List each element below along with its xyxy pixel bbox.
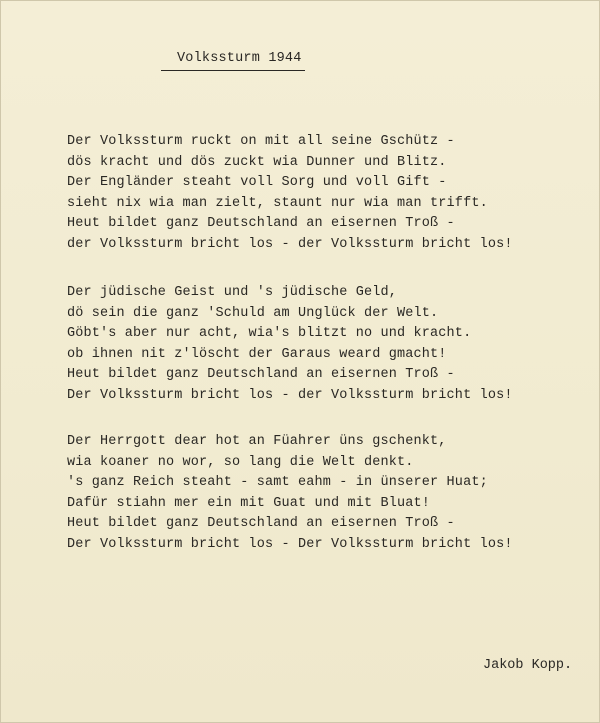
poem-line: der Volkssturm bricht los - der Volkssturm bricht los! (67, 236, 513, 252)
stanza-3 (67, 432, 567, 555)
poem-line: wia koaner no wor, so lang die Welt denkt. (67, 454, 414, 470)
poem-line: Heut bildet ganz Deutschland an eisernen Troß - (67, 216, 455, 231)
poem-line: Der Volkssturm bricht los - der Volkssturm bricht los! (67, 387, 513, 403)
poem-line: Dafür stiahn mer ein mit Guat und mit Bluat! (67, 495, 431, 511)
poem-line: Heut bildet ganz Deutschland an eisernen Troß - (67, 516, 455, 531)
poem-line: Der jüdische Geist und 's jüdische Geld, (67, 285, 398, 300)
poem-line: Der Herrgott dear hot an Füahrer üns gschenkt, (67, 434, 447, 449)
poem-title: Volkssturm 1944 (177, 51, 302, 66)
poem-line: Der Volkssturm bricht los - Der Volkssturm bricht los! (67, 536, 513, 552)
poem-line: Göbt's aber nur acht, wia's blitzt no und kracht. (67, 326, 472, 341)
poem-line: Heut bildet ganz Deutschland an eisernen Troß - (67, 367, 455, 382)
stanza-2 (67, 283, 567, 406)
stanza-1 (67, 132, 567, 255)
author-signature: Jakob Kopp. (483, 658, 573, 673)
poem-line: Der Volkssturm ruckt on mit all seine Gschütz - (67, 134, 455, 149)
poem-line: ob ihnen nit z'löscht der Garaus weard gmacht! (67, 346, 447, 362)
poem-line: sieht nix wia man zielt, staunt nur wia man trifft. (67, 195, 488, 211)
poem-line: Der Engländer steaht voll Sorg und voll Gift - (67, 175, 447, 190)
poem-line: dös kracht und dös zuckt wia Dunner und Blitz. (67, 154, 447, 170)
poem-line: 's ganz Reich steaht - samt eahm - in ünserer Huat; (67, 475, 488, 490)
title-underline (161, 70, 305, 71)
poem-line: dö sein die ganz 'Schuld am Unglück der Welt. (67, 305, 439, 321)
